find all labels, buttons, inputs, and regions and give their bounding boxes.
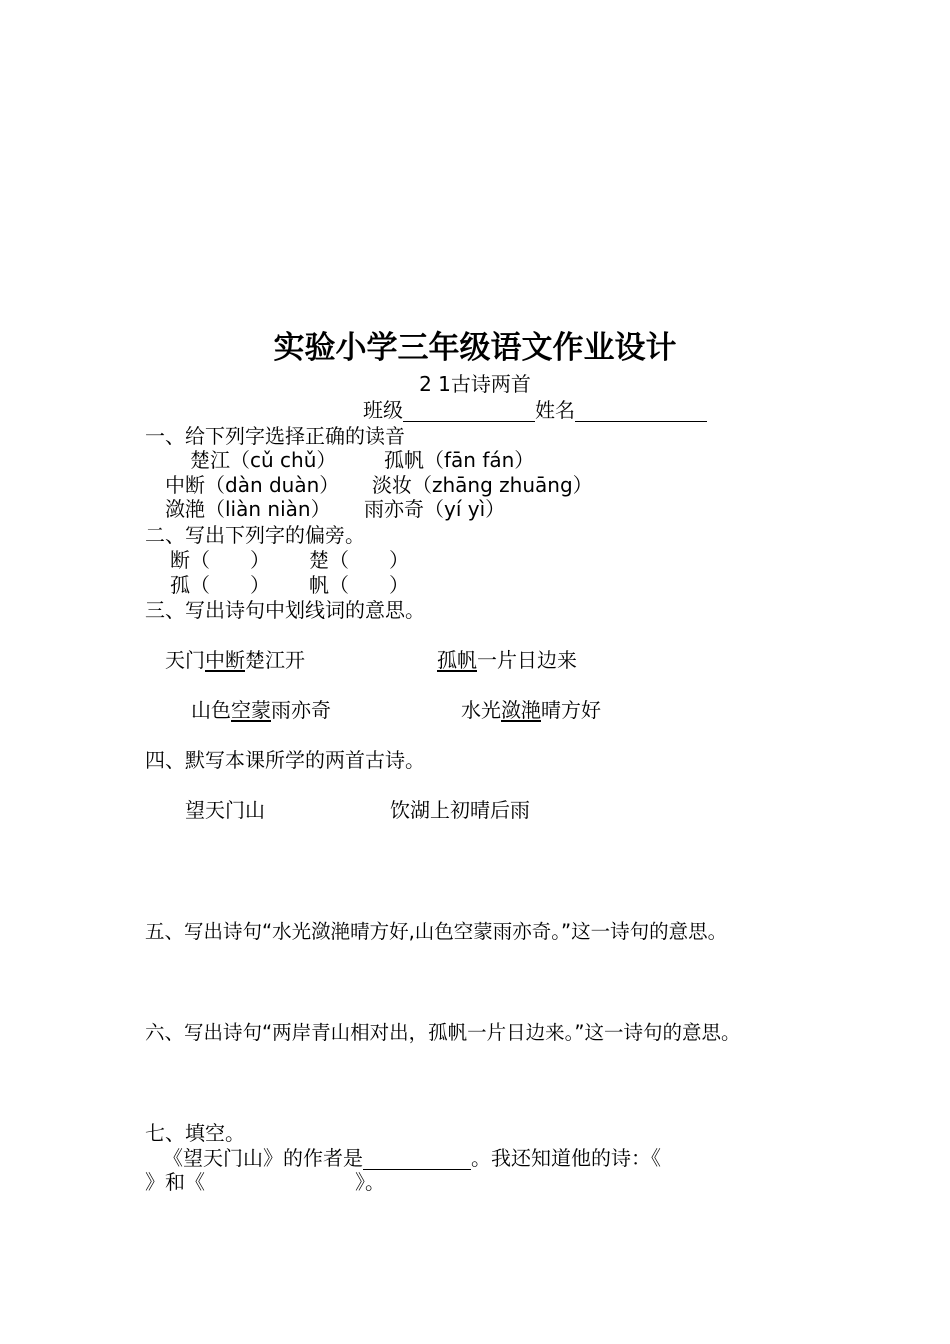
q3-text: 一片日边来	[477, 648, 577, 672]
q3-text: 山色	[191, 698, 231, 722]
q6-text: 六、写出诗句“两岸青山相对出，孤帆一片日边来。”这一诗句的意思。	[145, 1021, 741, 1044]
q3-heading: 三、写出诗句中划线词的意思。	[145, 598, 425, 622]
q3-text: 天门	[165, 648, 205, 672]
q3-text: 楚江开	[245, 648, 305, 672]
name-blank[interactable]	[575, 401, 707, 422]
q4-heading: 四、默写本课所学的两首古诗。	[145, 748, 425, 772]
q1-item: 中断（dàn duàn）	[165, 473, 340, 497]
q5-text: 五、写出诗句“水光潋滟晴方好,山色空蒙雨亦奇。”这一诗句的意思。	[145, 920, 728, 943]
author-blank[interactable]	[363, 1149, 471, 1170]
poem-title: 望天门山	[185, 798, 265, 822]
q1-item: 潋滟（liàn niàn）	[165, 497, 331, 521]
name-label: 姓名	[535, 398, 575, 422]
q7-text: 。我还知道他的诗：《	[471, 1146, 661, 1170]
q1-heading: 一、给下列字选择正确的读音	[145, 424, 405, 448]
q3-line	[461, 698, 601, 722]
q3-underlined-word: 中断	[205, 648, 245, 672]
q3-underlined-word: 孤帆	[437, 648, 477, 672]
page-title: 实验小学三年级语文作业设计	[273, 330, 677, 366]
q3-underlined-word: 潋滟	[501, 698, 541, 722]
q3-text: 水光	[461, 698, 501, 722]
q7-heading: 七、填空。	[145, 1121, 245, 1145]
q3-text: 晴方好	[541, 698, 601, 722]
q2-item: 断（ ）	[170, 548, 270, 572]
q1-item: 淡妆（zhāng zhuāng）	[372, 473, 593, 497]
q3-text: 雨亦奇	[271, 698, 331, 722]
q3-line	[165, 648, 305, 672]
q1-item: 楚江（cǔ chǔ）	[190, 448, 337, 472]
q7-text: 《望天门山》的作者是	[163, 1146, 363, 1170]
q7-line-2	[145, 1170, 385, 1194]
class-label: 班级	[363, 398, 403, 422]
q7-text: 》和《	[145, 1170, 205, 1194]
class-name-line	[363, 398, 707, 422]
q2-heading: 二、写出下列字的偏旁。	[145, 523, 365, 547]
q2-item: 帆（ ）	[309, 573, 409, 597]
poem-title: 饮湖上初晴后雨	[390, 798, 530, 822]
q2-item: 孤（ ）	[170, 573, 270, 597]
q2-item: 楚（ ）	[309, 548, 409, 572]
q7-line-1	[163, 1146, 661, 1170]
q7-text: 》。	[355, 1170, 385, 1194]
lesson-subtitle: 2 1古诗两首	[419, 372, 531, 396]
q3-line	[437, 648, 577, 672]
q1-item: 孤帆（fān fán）	[384, 448, 535, 472]
q3-underlined-word: 空蒙	[231, 698, 271, 722]
class-blank[interactable]	[403, 401, 535, 422]
q1-item: 雨亦奇（yí yì）	[364, 497, 506, 521]
q3-line	[191, 698, 331, 722]
